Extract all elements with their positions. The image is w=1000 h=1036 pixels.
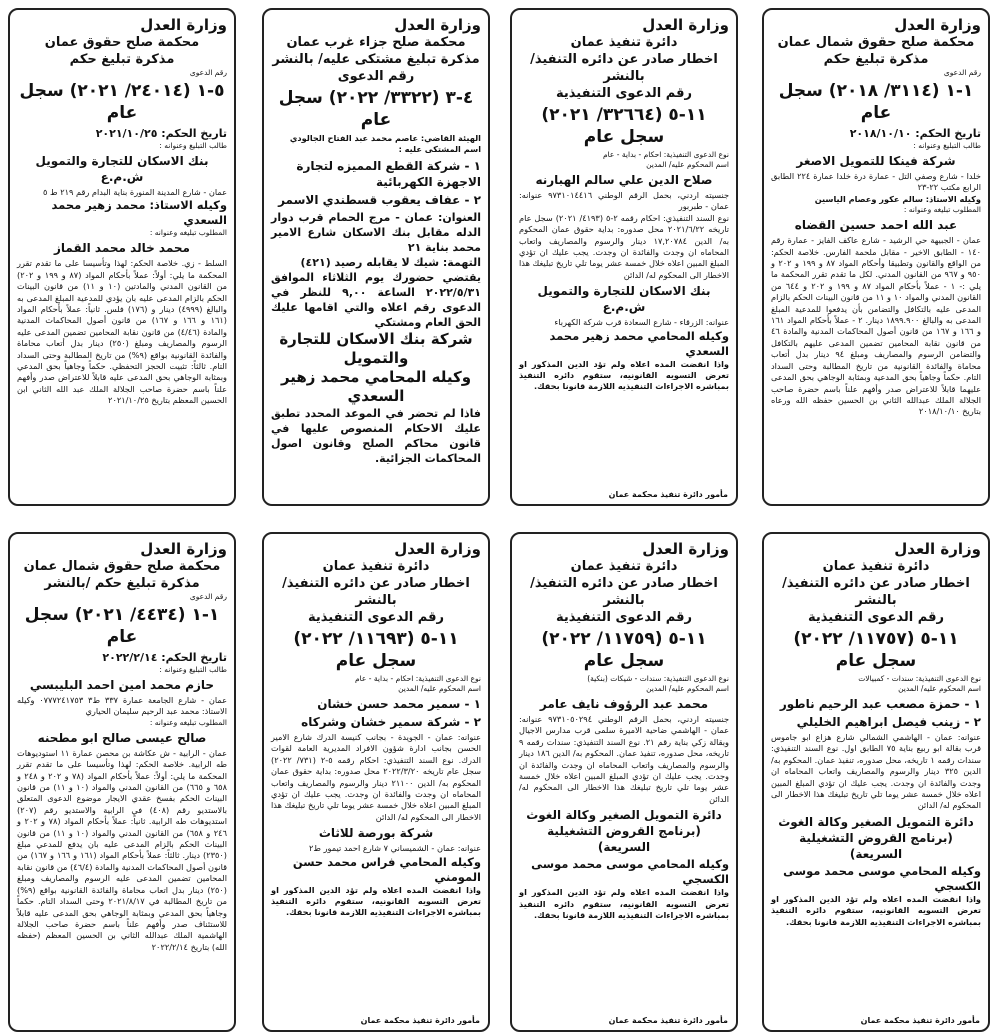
execution-body: نوع السند التنفيذي: احكام رقمه ٢-٥ (٤١٩٣/ ٢٠٢١) سجل عام تاريخه ٢٠٢١/٦/٢٢ محل صدوره: بداية حقوق عمان المحكوم به/ الدين ١٧,٢٠٧٨٤ دينار والرسوم والمصاريف واتعاب المحاماه ان وجدت والفائدة ان وجدت. يجب عليك ان تؤدي المبلغ المبين اعلاه خلال خمسة عشر يوما تلي تاريخ تبليغك هذا الاخطار الى المحكوم له/ الدائن (519, 212, 729, 280)
court-name: محكمة صلح حقوق شمال عمان (777, 35, 975, 50)
notice-execution-11757 (762, 532, 990, 1032)
notice-judgment-amman-2021 (8, 8, 236, 506)
notice-title: اخطار صادر عن دائره التنفيذ/ بالنشر (530, 52, 718, 84)
notice-execution-11759 (510, 532, 738, 1032)
party-creditor: بنك الاسكان للتجارة والتمويل ش.م.ع (537, 284, 711, 315)
footer-signature: مأمور دائرة تنفيذ محكمة عمان (360, 1016, 480, 1025)
to-notify-label: المطلوب تبليغه وعنوانه : (149, 228, 227, 238)
to-notify-label: المطلوب تبليغه وعنوانه : (903, 205, 981, 215)
ministry-title: وزارة العدل (642, 540, 729, 558)
judgment-body: عمان - الجبيهة حي الرشيد - شارع عاكف الفايز - عمارة رقم ١٤٠ - الطابق الاخير - مقابل ملحمة الفارس. خلاصة الحكم: من الواقع والقانون وتطبيقا وأحكام المواد ٨٧ و ١٩٩ و ٢٠٢ و ٩٥٠ و ٩٦٧ من القانون المدني. لكل ما تقدم تقرر المحكمة ما يلي :- ١ - عملاً بأحكام المواد ٨٧ و ١٩٩ و ٢٠٢ و ٦٤٤ من القانون المدني والمواد ١٠ و ١١ من قانون البينات الحكم بالزام المدعى عليه بالتكافل والتضامن بأن يدفعوا للمدعية المبلغ المدعى به والبالغ ١٨٩٩.٩٠٠ دينار. ٢ - عملاً بأحكام المواد ١٦١ و ١٦٦ و ١٦٧ من قانون أصول المحاكمات المدنية والمادة ٤٦ من قانون نقابة المحامين تضمين المدعى عليهم بالتكافل والتضامن الرسوم والمصاريف ومبلغ ٩٤ دينار بدل أتعاب محاماة والفائدة القانونية من تاريخ المطالبة وحتى السداد التام. حكماً وجاهياً بحق المدعية وبمثابة الوجاهي بحق المدعى عليهما قابلاً للاعتراض صدر وأفهم علناً باسم حضرة صاحب الجلالة الملك عبدالله الثاني بن الحسين حفظه الله ورعاه بتاريخ ٢٠١٨/١٠/١٠ (771, 235, 982, 417)
lawyer-name: وكيله المحامي موسى محمد موسى الكسجي (531, 857, 729, 887)
debtor-label: اسم المحكوم عليه/ المدين (398, 684, 481, 693)
closing-text: واذا انقضت المده اعلاه ولم تؤد الدين المذكور او تعرض التسويه القانونيه، ستقوم دائره التنفيذ بمباشره الاجراءات التنفيذيه اللازمة قانونا بحقك. (519, 358, 729, 392)
notice-title: مذكرة تبليغ حكم (69, 52, 175, 67)
plaintiff-address: عمان - شارع المدينة المنورة بناية البدام رقم ٢١٩ ط ٥ (43, 187, 227, 197)
case-number: ١١-٥ (٣٢٦٦٤/ ٢٠٢١) سجل عام (541, 105, 707, 147)
notice-title: مذكرة تبليغ حكم (823, 52, 929, 67)
debtor-2: ٢ - زينب فيصل ابراهيم الخليلي (796, 715, 981, 729)
judge-line: الهيئة القاضي: عاصم محمد عبد الفتاح الجالودي (289, 133, 481, 143)
party-plaintiff: حازم محمد امين احمد البليبسي (29, 678, 215, 692)
agent-line: وكيله الاستاذ: سالم عكور وعصام الياسين (814, 193, 981, 204)
defendant-address: العنوان: عمان - مرج الحمام قرب دوار الدله مقابل بنك الاسكان شارع الامير محمد بناية ٢١ (271, 210, 481, 254)
notice-title: اخطار صادر عن دائره التنفيذ/ بالنشر (530, 576, 718, 608)
debtor-1: ١ - حمزة مصعب عبد الرحيم ناطور (779, 697, 981, 711)
debtor-2: ٢ - شركة سمير خشان وشركاه (301, 715, 481, 729)
case-type: نوع الدعوى التنفيذية: احكام - بداية - عام (603, 150, 729, 159)
notice-title: اخطار صادر عن دائره التنفيذ/ بالنشر (782, 576, 970, 608)
case-label: رقم الدعوى التنفيذية (556, 610, 692, 625)
notified-label: طالب التبليغ وعنوانه : (159, 665, 227, 674)
party-debtor: محمد عبد الرؤوف نايف عامر (539, 697, 709, 711)
judgment-date: تاريخ الحكم: ٢٠٢١/١٠/٢٥ (95, 127, 227, 140)
judgment-body: عمان - الرابية - ش عكاشة بن محصن عمارة ١١ استوديوهات طه الرابية. خلاصة الحكم: لهذا وتأسيسا على ما تقدم تقرر المحكمة ما يلي: أولاً: عملاً بأحكام المواد (٧٨ و ٢٠٢ و ٢٤٨ و ٦٥٨ و ٦٦٥) من القانون المدني والمواد (١٠ و ١١) من قانون البينات الحكم بفسخ عقدي الايجار موضوع الدعوى المتعلق بالاستديو رقم (٤٠٨) في الرابية والاستديو رقم (٢٠٧) استديوهات طه الرابية. ثانياً: عملاً بأحكام المواد (٧٨ و ٢٠٢ و ٢٤٦ و ٦٥٨) من القانون المدني والمواد (١٠ و ١١) من قانون البينات الحكم بالزام المدعى عليه بان يدفع للمدعي مبلغ (٢٣٥٠) دينار. ثالثاً: عملاً بأحكام المواد (١٦١ و ١٦٦ و ١٦٧) من قانون أصول المحاكمات المدنية والمادة (٤٦/٤) من قانون نقابة المحامين تضمين المدعى عليه الرسوم والمصاريف ومبلغ (٢٥٠) دينار بدل اتعاب محاماة والفائدة القانونية بواقع (٩%) من تاريخ المطالبة في ٢٠٢١/٨/١٧ وحتى السداد التام. حكماً وجاهياً بحق المدعي وبمثابة الوجاهي بحق المدعى عليه قابلاً للاستئناف صدر وأفهم علناً باسم حضرة صاحب الجلالة الهاشمية الملك عبدالله الثاني بن الحسين المعظم (حفظه الله) بتاريخ ٢٠٢٢/٢/١٤ (17, 747, 227, 952)
court-name: دائرة تنفيذ عمان (570, 35, 678, 50)
debtor-label: اسم المحكوم عليه/ المدين (646, 684, 729, 693)
party-plaintiff: بنك الاسكان للتجارة والتمويل ش.م.ع (35, 154, 209, 184)
case-label: رقم الدعوى (337, 69, 415, 84)
footer-signature: مأمور دائرة تنفيذ محكمة عمان (608, 1016, 728, 1025)
execution-body: عنوانه: عمان - الجويدة - بجانب كنيسة الدرك شارع الامير الحسن بجانب ادارة شؤون الافراد المديرية العامة لقوات الدرك. نوع السند التنفيذي: احكام رقمه ٥-٢ (٧٣١/ ٢٠٢٢) سجل عام تاريخه ٢٠٢٢/٣/٢٠ محل صدوره: بداية حقوق عمان المحكوم به/ الدين ٢١١٠٠ دينار والرسوم والمصاريف واتعاب المحاماه ان وجدت والفائدة ان وجدت. يجب عليك ان تؤدي المبلغ المبين اعلاه خلال خمسة عشر يوما تلي تاريخ تبليغك هذا الاخطار الى المحكوم له/ الدائن (271, 732, 482, 822)
party-defendant: عبد الله احمد حسين القضاه (794, 218, 958, 233)
case-label: رقم الدعوى (189, 68, 227, 77)
footer-signature: مأمور دائرة تنفيذ محكمة عمان (860, 1016, 980, 1025)
debtor-label: اسم المحكوم عليه/ المدين (646, 160, 729, 169)
court-name: دائرة تنفيذ عمان (570, 559, 678, 574)
ministry-title: وزارة العدل (642, 16, 729, 34)
notice-judgment-north-amman-2021 (8, 532, 236, 1032)
to-notify-label: المطلوب تبليغه وعنوانه : (149, 717, 227, 727)
case-label: رقم الدعوى التنفيذية (556, 86, 692, 101)
judgment-date: تاريخ الحكم: ٢٠٢٢/٢/١٤ (102, 651, 227, 664)
notice-title: مذكرة تبليغ مشتكى عليه/ بالنشر (272, 52, 480, 67)
plaintiff-address: عمان - شارع الجامعة عمارة ٣٣٧ ط٣ ٠٧٧٧٢٤١٧٥٣ وكيله الاستاذ: محمد عبد الرحيم سليمان الحياري (17, 695, 227, 717)
plaintiff-address: خلدا - شارع وصفي التل - عمارة درة خلدا عمارة ٢٢٤ الطابق الرابع مكتب ٢٢-٢٣ (771, 171, 981, 193)
notice-execution-32664 (510, 8, 738, 506)
ministry-title: وزارة العدل (894, 540, 981, 558)
defendant-label: اسم المشتكى عليه : (398, 144, 481, 155)
debtor-1: ١ - سمير محمد حسن خشان (317, 697, 481, 711)
debtor-address: جنسيته اردني، بحمل الرقم الوطني ٩٧٣١٠١٤٤١٦ عنوانه: عمان - طبربور (519, 190, 729, 212)
party-defendant: محمد خالد محمد القماز (54, 241, 190, 256)
notified-label: طالب التبليغ وعنوانه : (159, 141, 227, 150)
case-type: نوع الدعوى التنفيذية: سندات - كمبيالات (858, 674, 981, 683)
court-name: دائرة تنفيذ عمان (322, 559, 430, 574)
ministry-title: وزارة العدل (394, 540, 481, 558)
notice-judgment-north-amman-2018 (762, 8, 990, 506)
execution-body: عنوانه: عمان - الهاشمي الشمالي شارع هزاع ابو جاموس قرب بقالة ابو ربيع بناية ٧٥ الطابق اول. نوع السند التنفيذي: سندات رقمه ١ تاريخه، محل صدوره، تنفيذ عمان. المحكوم به/ الدين ٣٢٥ دينار والرسوم والمصاريف واتعاب المحاماه ان وجدت والفائدة ان وجدت. يجب عليك ان تؤدي المبلغ المبين اعلاه خلال خمسة عشر يوما تلي تاريخ تبليغك هذا الاخطار الى المحكوم له/ الدائن (771, 732, 981, 811)
party-defendant: صالح عيسى صالح ابو مطحنه (37, 730, 207, 745)
party-creditor: دائرة التمويل الصغير وكالة الغوث (برنامج القروض التشغيلية السريعة) (526, 808, 722, 855)
case-label: رقم الدعوى (189, 592, 227, 601)
ministry-title: وزارة العدل (140, 16, 227, 34)
execution-body: جنسيته اردني، بحمل الرقم الوطني ٩٧٣١٠٥٠٢٩٤ عنوانه: عمان - الهاشمي ضاحية الاميرة سلمى قرب مدارس الاجيال وبقالة زكي بناية رقم ٢١. نوع السند التنفيذي: سندات رقمه ٩ تاريخه، محل صدوره، تنفيذ عمان. المحكوم به/ الدين ١٨٦ دينار والرسوم والمصاريف واتعاب المحاماه ان وجدت والفائدة ان وجدت. يجب عليك ان تؤدي المبلغ المبين اعلاه خلال خمسة عشر يوما تلي تاريخ تبليغك هذا الاخطار الى المحكوم له/ الدائن (519, 714, 730, 804)
plaintiff-name: شركة بنك الاسكان للتجارة والتمويل (279, 329, 473, 367)
court-name: محكمة صلح حقوق عمان (44, 35, 200, 50)
ministry-title: وزارة العدل (140, 540, 227, 558)
defendant-2: ٢ - عفاف يعقوب قسطندي الاسمر (278, 192, 481, 207)
case-number: ٤-٣ (٣٣٢٢/ ٢٠٢٢) سجل عام (278, 88, 474, 130)
case-number: ١-١ (٣١١٤/ ٢٠١٨) سجل عام (778, 81, 974, 123)
court-name: محكمة صلح حقوق شمال عمان (23, 559, 221, 574)
party-plaintiff: شركة فينكا للتمويل الاصغر (796, 154, 956, 168)
lawyer-name: وكيله المحامي موسى محمد موسى الكسجي (783, 863, 981, 893)
notice-execution-11693 (262, 532, 490, 1032)
lawyer-name: وكيله الاستاذ: محمد زهير محمد السعدي (51, 198, 227, 228)
party-debtor: صلاح الدين علي سالم الهبارنه (535, 173, 713, 187)
closing-text: واذا انقضت المده اعلاه ولم تؤد الدين المذكور او تعرض التسويه القانونيه، ستقوم دائره التنفيذ بمباشره الاجراءات التنفيذيه اللازمة قانونا بحقك. (271, 884, 481, 918)
case-number: ٥-١ (٢٤٠١٤/ ٢٠٢١) سجل عام (19, 81, 225, 123)
case-label: رقم الدعوى التنفيذية (308, 610, 444, 625)
summons-body: يقتضي حضورك يوم الثلاثاء الموافق ٢٠٢٢/٥/٣١ الساعة ٩,٠٠ للنظر في الدعوى رقم اعلاه والتي اقامها عليك الحق العام ومشتكي (271, 270, 481, 329)
judgment-body: السلط - زي. خلاصة الحكم: لهذا وتأسيسا على ما تقدم تقرر المحكمة ما يلي: أولاً: عملاً بأحكام المواد (٨٧ و ١٩٩ و ٢٠٢) من القانون المدني والمادتين (١٠ و ١١) من قانون البينات الحكم بالزام المدعى عليه بان يؤدي للمدعية المبلغ المدعى به والبالغ (٤٩٩٩) دينار و (١٧٦) فلس. ثانياً: عملاً بأحكام المواد (١٦١ و ١٦٦ و ١٦٧) من قانون أصول المحاكمات المدنية والمادة (٤/٤٦) من قانون نقابة المحامين تضمين المدعى عليه الرسوم والمصاريف ومبلغ (٢٥٠) دينار بدل أتعاب محاماة والفائدة القانونية بواقع (٩%) من تاريخ المطالبة وحتى السداد التام. ثالثاً: تثبيت الحجز التحفظي. حكماً وجاهياً بحق المدعي وبمثابة الوجاهي بحق المدعى عليه قابلاً للاعتراض صدر وأفهم علناً باسم حضرة صاحب الجلالة الملك عبد الله الثاني ابن الحسين المعظم بتاريخ ٢٠٢١/١٠/٢٥ (17, 258, 228, 406)
debtor-label: اسم المحكوم عليه/ المدين (898, 684, 981, 693)
charge-line: التهمة: شيك لا يقابله رصيد (٤٢١) (300, 255, 481, 269)
creditor-address: عنوانه: الزرقاء - شارع السعادة قرب شركة الكهرباء (554, 317, 729, 328)
notice-title: اخطار صادر عن دائره التنفيذ/ بالنشر (282, 576, 470, 608)
notice-title: مذكرة تبليغ حكم /بالنشر (44, 576, 200, 591)
case-type: نوع الدعوى التنفيذية: احكام - بداية - عام (355, 674, 481, 683)
case-label: رقم الدعوى (943, 68, 981, 77)
ministry-title: وزارة العدل (894, 16, 981, 34)
lawyer-name: وكيله المحامي فراس محمد حسن المومني (292, 854, 481, 884)
case-number: ١١-٥ (١١٧٥٩/ ٢٠٢٢) سجل عام (541, 629, 707, 671)
lawyer-name: وكيله المحامي محمد زهير السعدي (280, 367, 472, 405)
closing-text: واذا انقضت المده اعلاه ولم تؤد الدين المذكور او تعرض التسويه القانونيه، ستقوم دائره التنفيذ بمباشره الاجراءات التنفيذيه اللازمة قانونا بحقك. (771, 893, 981, 927)
party-creditor: دائرة التمويل الصغير وكالة الغوث (برنامج القروض التشغيلية السريعة) (778, 814, 974, 861)
case-label: رقم الدعوى التنفيذية (808, 610, 944, 625)
court-name: دائرة تنفيذ عمان (822, 559, 930, 574)
notice-criminal-west-amman (262, 8, 490, 506)
defendant-1: ١ - شركة القطع المميزه لتجارة الاجهزة الكهربائية (296, 158, 481, 189)
case-type: نوع الدعوى التنفيذية: سندات - شيكات (بنكية) (587, 674, 729, 683)
case-number: ١١-٥ (١١٦٩٣/ ٢٠٢٢) سجل عام (293, 629, 459, 671)
party-creditor: شركة بورصة للاثاث (318, 826, 434, 841)
lawyer-name: وكيله المحامي محمد زهير محمد السعدي (549, 328, 729, 358)
creditor-address: عنوانه: عمان - الشميساني ٧ شارع احمد تيمور ط٢ (309, 843, 481, 854)
ministry-title: وزارة العدل (394, 16, 481, 34)
notified-label: طالب التبليغ وعنوانه : (913, 141, 981, 150)
case-number: ١-١ (٤٤٣٤/ ٢٠٢١) سجل عام (24, 605, 220, 647)
closing-text: فاذا لم تحضر في الموعد المحدد تطبق عليك الاحكام المنصوص عليها في قانون محاكم الصلح وقانون اصول المحاكمات الجزائية. (271, 406, 481, 465)
case-number: ١١-٥ (١١٧٥٧/ ٢٠٢٢) سجل عام (793, 629, 959, 671)
footer-signature: مأمور دائرة تنفيذ محكمة عمان (608, 490, 728, 499)
closing-text: واذا انقضت المده اعلاه ولم تؤد الدين المذكور او تعرض التسويه القانونيه، ستقوم دائره التنفيذ بمباشره الاجراءات التنفيذيه اللازمة قانونا بحقك. (519, 887, 729, 921)
judgment-date: تاريخ الحكم: ٢٠١٨/١٠/١٠ (849, 127, 981, 140)
court-name: محكمة صلح جزاء غرب عمان (286, 35, 466, 50)
